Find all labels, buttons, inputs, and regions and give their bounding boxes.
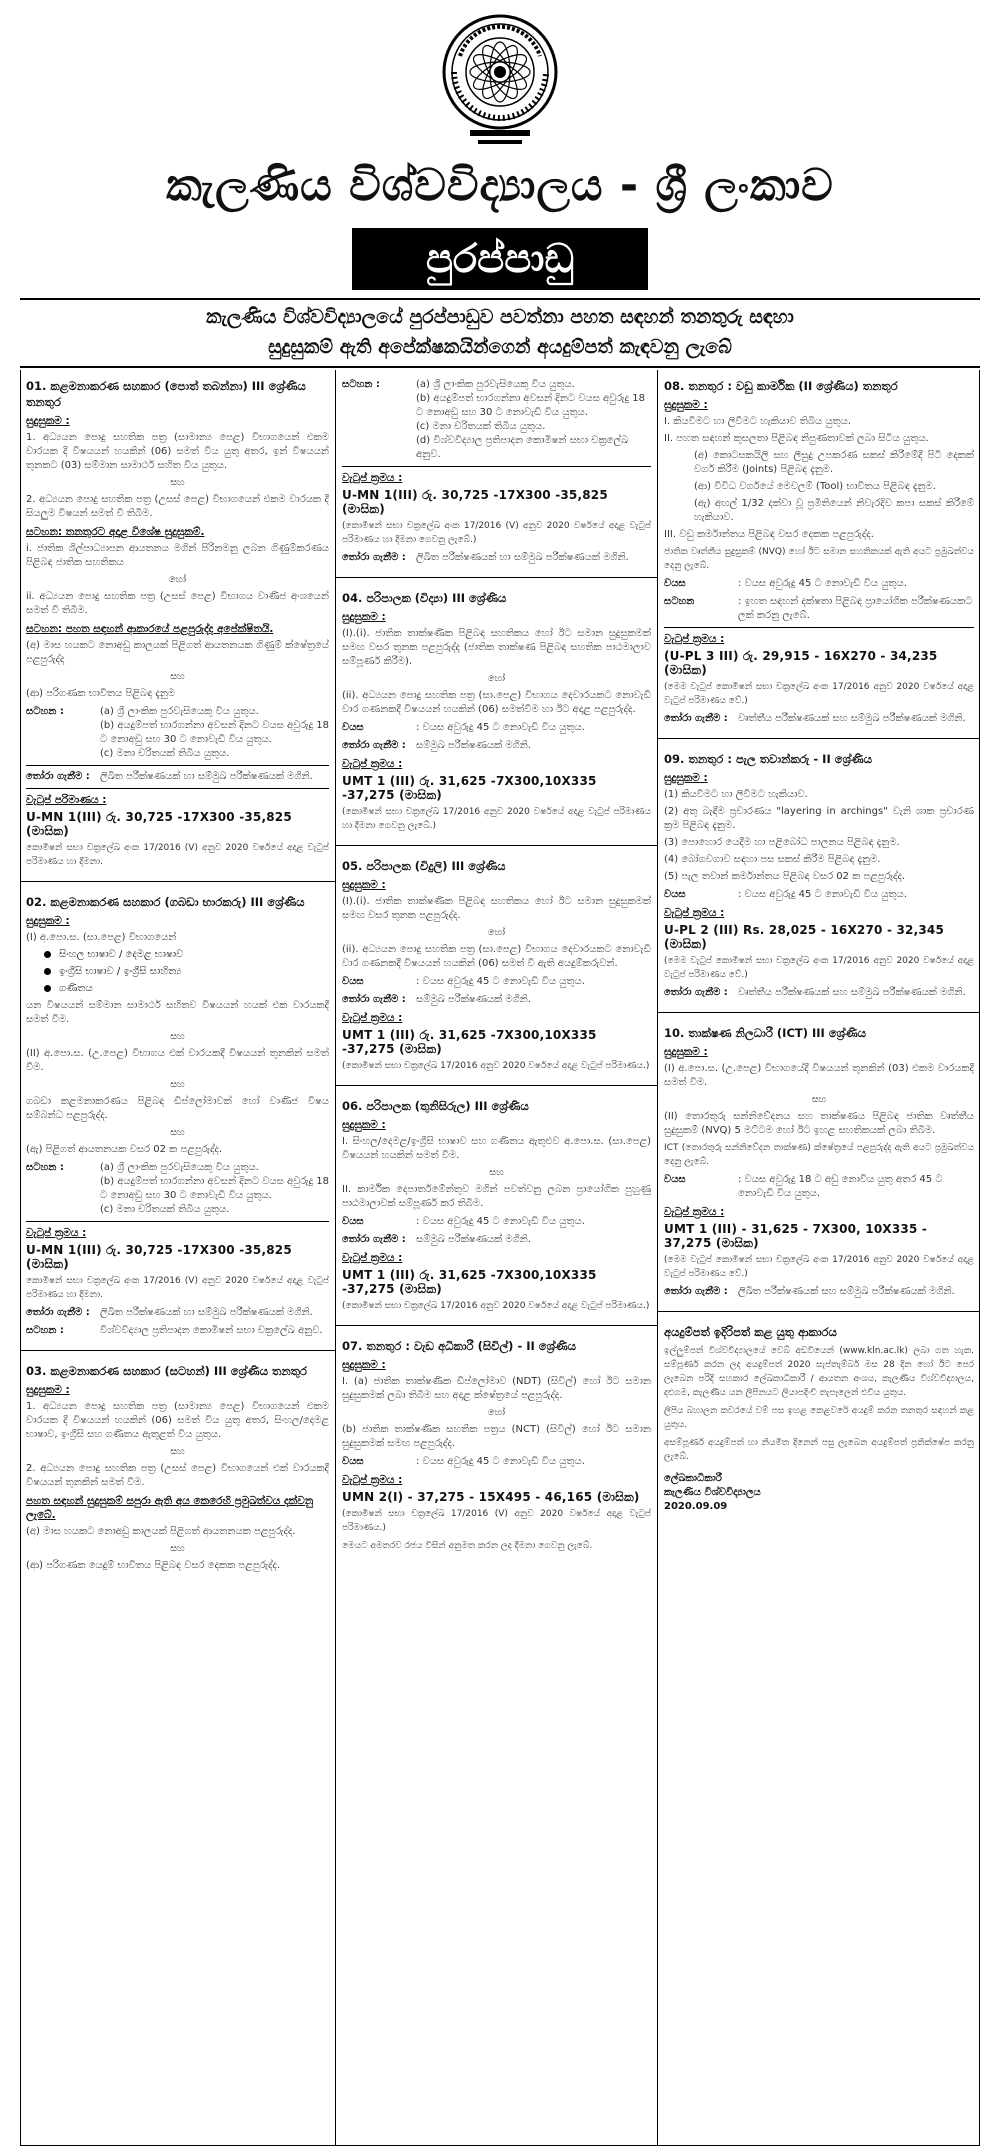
qualifications-label: සුදුසුකම : [26,415,70,427]
and-text: සහ [170,477,185,488]
age-row: වයස : වයස අවුරුදු 45 ට නොවැඩි විය යුතුය. [664,889,907,900]
age-row: වයස : වයස අවුරුදු 45 ට නොවැඩි විය යුතුය. [342,1216,585,1227]
note-label: සටහන: පහත සඳහන් ආකාරයේ පළපුරුද්ද අපේක්ෂිතයි. [26,623,274,635]
list-item: (4) බෝගවගාව සඳහා පස සකස් කිරීම පිළිබඳ දැනුම. [664,854,881,865]
and-text: සහ [170,1079,185,1090]
section-title: අයදුම්පත් ඉදිරිපත් කළ යුතු ආකාරය [664,1325,837,1339]
qualifications-label: සුදුසුකම : [664,1046,708,1058]
selection-row: තෝරා ගැනීම : ලිඛිත පරීක්ෂණයක් හා සම්මුඛ පරීක්ෂණයක් මගිනි. [26,1307,313,1318]
age-row: වයස : වයස අවුරුදු 45 ට නොවැඩි විය යුතුය. [342,1456,585,1467]
divider [664,627,974,628]
section-title: 08. තනතුර : වඩු කාර්මික (II ශ්‍රේණිය) තනතුර [664,379,898,393]
list-item: (I) අ.පො.ස. (උ.පෙළ) විභාගයේදී විෂයයන් තුනකින් (03) එකම වාරයකදී සමත් වීම. [664,1063,974,1088]
notice-box [20,302,980,368]
list-item: යන විෂයයන් සම්මාන සාමාර්ථ සහිතව විෂයයන් හයක් එක වාරයකදී සමත් වීම. [26,1000,329,1025]
list-item: 1. අධ්‍යයන පොදු සහතික පත්‍ර (සාමාන්‍ය පෙළ) විභාගයෙන් එකම වාරයක දී විෂයයන් හයකින් (06) සමත් විය යුතු අතර, ඉන් විෂයයන් තුනකට (03) සම්මාන සාමාර්ථ සහිත විය යුතුය. [26,432,329,471]
selection-row: තෝරා ගැනීම : ලිඛිත පරීක්ෂණයක් හා සම්මුඛ පරීක්ෂණයක් මගිනි. [342,552,629,563]
list-item: i. ජාතික ශිල්පාධ්‍යාපන ආයතනය මගින් පිරිනමනු ලබන ගිණුම්කරණය පිළිබඳ ජාතික සහතිකය [26,543,329,568]
notes-row: සටහන : (a) ශ්‍රී ලාංකික පුරවැසියෙකු විය යුතුය. (b) අයදුම්පත් භාරගන්නා අවසන් දිනට වයස අවුරුදු 18 ට නොඅඩු සහ 30 ට නොවැඩි විය යුතුය. (c) මනා චරිතයක් තිබිය යුතුය. [26,1162,330,1215]
list-item: (ඇ) පිළිගත් ආයතනයක වසර 02 ක පළපුරුද්ද. [26,1144,223,1155]
section-title: 02. කළමනාකරණ සහකාර (ගබඩා භාරකරු) III ශ්‍රේණිය [26,895,305,909]
age-row: වයස : වයස අවුරුදු 45 ට නොවැඩි විය යුතුය. [664,578,907,589]
salary-label: වැටුප් ක්‍රමය : [342,1252,403,1264]
salary-scale: (U-PL 3 III) රු. 29,915 - 16X270 - 34,235 (මාසික) [664,649,938,677]
salary-note: (කොමිෂන් සභා චක්‍රලේඛ අංක 17/2016 (V) අනුව 2020 වර්ෂයේ අදාළ වැටුප් පරිමාණය හා දීමනා ගෙවනු ලැබේ.) [342,521,651,545]
or-text: හෝ [487,673,506,684]
section-title: 10. තාක්ෂණ නිලධාරී (ICT) III ශ්‍රේණිය [664,1026,867,1040]
selection-row: තෝරා ගැනීම : වෘත්තීය පරීක්ෂණයක් සහ සම්මුඛ පරීක්ෂණයක් මගිනි. [664,713,966,724]
list-item: ii. අධ්‍යයන පොදු සහතික පත්‍ර (උසස් පෙළ) විභාගය වාණිජ අංශයෙන් සමත් වී තිබීම. [26,591,329,616]
qualifications-label: සුදුසුකම : [26,1384,70,1396]
column-2 [335,370,657,2146]
list-item: (ආ) පරිගණක යෙදුම් භාවිතය පිළිබඳ වසර දෙකක පළපුරුද්ද. [26,1560,281,1571]
list-item: II. කාර්මික දෙපාර්තමේන්තුව මගින් පවත්වනු ලබන ප්‍රායෝගික පුහුණු පාඨමාලාවක් සම්පූර්ණ කර තිබීම. [342,1184,651,1209]
list-item: (I).(i). ජාතික තාක්ෂණික පිළිබඳ සහතිකය හෝ ඊට සමාන සුදුසුකමක් සමඟ වසර තුනක පළපුරුද්ද. [342,896,651,921]
and-text: සහ [170,1031,185,1042]
selection-row: තෝරා ගැනීම : සම්මුඛ පරීක්ෂණයක් මගිනි. [342,994,531,1005]
list-item: (5) පැල තවාන් කර්මාන්තය පිළිබඳ වසර 02 ක පළපුරුද්ද. [664,871,906,882]
divider [658,1311,980,1312]
university-seal-logo [440,6,560,156]
selection-row: තෝරා ගැනීම : ලිඛිත පරීක්ෂණයක් හා සම්මුඛ පරීක්ෂණයක් මගිනි. [26,771,313,782]
list-item: I. කියවීමට හා ලිවීමට හැකියාව තිබිය යුතුය. [664,416,852,427]
signature-date: 2020.09.09 [664,1501,728,1512]
list-item: 2. අධ්‍යයන පොදු සහතික පත්‍ර (උසස් පෙළ) විභාගයෙන් එක් වාරයකදී විෂයයන් තුනකින් සමත් වීම. [26,1463,329,1488]
preference-note: ICT (තොරතුරු සන්නිවේදන තාක්ෂණ) ක්ෂේත්‍රයේ පළපුරුද්ද ඇති අයට ප්‍රමුඛත්වය දෙනු ලැබේ. [664,1143,974,1167]
section-10 [658,1017,980,1307]
salary-note: (කොමිෂන් සභා චක්‍රලේඛ 17/2016 (V) අනුව 2020 වර්ෂයේ අදාළ වැටුප් පරිමාණය.) [342,1509,651,1533]
qualifications-label: සුදුසුකම : [26,915,70,927]
selection-row: තෝරා ගැනීම : සම්මුඛ පරීක්ෂණයක් මගිනි. [342,1234,531,1245]
notice-line-2: සුදුසුකම් ඇති අපේක්ෂකයින්ගෙන් අයදුම්පත් කැඳවනු ලැබේ [268,336,732,358]
section-03 [20,1355,335,1580]
qualifications-label: සුදුසුකම : [664,772,708,784]
qualifications-label: සුදුසුකම : [342,1359,386,1371]
salary-label: වැටුප් ක්‍රමය : [342,1474,403,1486]
salary-note: (කොමිෂන් සභා චක්‍රලේඛ 17/2016 අනුව 2020 වර්ෂයේ අදාළ වැටුප් පරිමාණය.) [342,1061,650,1071]
list-item: I. (a) ජාතික තාක්ෂණික ඩිප්ලෝමාව (NDT) (සිවිල්) හෝ ඊට සමාන සුදුසුකමක් ලබා තිබීම සහ අදාළ ක්ෂේත්‍රයේ පළපුරුද්ද. [342,1376,651,1401]
or-text: හෝ [487,927,506,938]
signatory-org: කැලණිය විශ්වවිද්‍යාලය [664,1487,761,1498]
and-text: සහ [170,1446,185,1457]
notes-row: සටහන : (a) ශ්‍රී ලාංකික පුරවැසියෙකු විය යුතුය. (b) අයදුම්පත් භාරගන්නා අවසන් දිනට වයස අවුරුදු 18 ට නොඅඩු සහ 30 ට නොවැඩි විය යුතුය. (c) මනා චරිතයක් තිබිය යුතුය. [26,706,330,759]
selection-row: තෝරා ගැනීම : වෘත්තීය පරීක්ෂණයක් සහ සම්මුඛ පරීක්ෂණයක් මගිනි. [664,987,966,998]
notes-row: සටහන : ඉහත සඳහන් දක්ෂතා පිළිබඳ ප්‍රායෝගික පරීක්ෂණයකට ලක් කරනු ලැබේ. [664,596,973,621]
list-item: I. සිංහල/දෙමළ/ඉංග්‍රීසි භාෂාව සහ ගණිතය ඇතුළුව අ.පො.ස. (සා.පෙළ) විෂයයන් හයකින් සමත් වීම. [342,1136,651,1161]
salary-scale: UMT 1 (III) රු. 31,625 -7X300,10X335 -37,275 (මාසික) [342,1268,597,1296]
note-label: පහත සඳහන් සුදුසුකම් සපුරා ඇති අය කෙරෙහි ප්‍රමුඛත්වය දක්වනු ලැබේ. [26,1495,314,1521]
salary-note: (කොමිෂන් සභා චක්‍රලේඛ 17/2016 අනුව 2020 වර්ෂයේ අදාළ වැටුප් පරිමාණය.) [342,1301,650,1311]
section-title: 05. පරිපාලක (විදුලි) III ශ්‍රේණිය [342,859,506,873]
divider [20,1350,335,1351]
list-item: III. වඩු කර්මාන්තය පිළිබඳ වසර දෙකක පළපුරුද්ද. [664,529,874,540]
qualifications-label: සුදුසුකම : [342,879,386,891]
salary-note: මෙයට අමතරව රජය විසින් අනුමත කරන ලද දීමනා ගෙවනු ලැබේ. [342,1541,593,1551]
list-item: (I).(i). ජාතික තාක්ෂණික පිළිබඳ සහතිකය හෝ ඊට සමාන සුදුසුකමක් සමඟ වසර තුනක පළපුරුද්ද (ජාතික තාක්ෂණ පිළිබඳ සහතික පාඨමාලාව සම්පූර්ණ කිරීම). [342,628,651,667]
salary-scale: U-MN 1(III) රු. 30,725 -17X300 -35,825 (මාසික) [342,488,608,516]
list-item: (II) අ.පො.ස. (උ.පෙළ) විභාගය එක් වාරයකදී විෂයයන් තුනකින් සමත් වීම. [26,1048,329,1073]
salary-label: වැටුප් ක්‍රමය : [342,758,403,770]
column-3 [657,370,980,2146]
section-title: 04. පරිපාලක (විද්‍යා) III ශ්‍රේණිය [342,591,507,605]
bullet-item: ඉංග්‍රීසි භාෂාව / ඉංග්‍රීසි සාහිත්‍ය [44,965,329,979]
salary-label: වැටුප් ක්‍රමය : [664,1206,725,1218]
or-text: හෝ [168,574,187,585]
salary-scale: UMT 1 (III) රු. 31,625 -7X300,10X335 -37,275 (මාසික) [342,1028,597,1056]
section-title: 09. තනතුර : පැල තවාන්කරු - II ශ්‍රේණිය [664,752,872,766]
notes-row: සටහන : (a) ශ්‍රී ලාංකික පුරවැසියෙකු විය යුතුය. (b) අයදුම්පත් භාරගන්නා අවසන් දිනට වයස අවුරුදු 18 ට නොඅඩු සහ 30 ට නොවැඩි විය යුතුය. (c) මනා චරිතයක් තිබිය යුතුය. (d) විශ්වවිද්‍යාල ප්‍රතිපාදන කොමිෂන් සභා චක්‍රලේඛ අනුව. [342,379,646,460]
section-02 [20,886,335,1346]
divider [26,765,329,766]
salary-note: (මෙම වැටුප් කොමිෂන් සභා චක්‍රලේඛ අංක 17/2016 අනුව 2020 වර්ෂයේ අදාළ වැටුප් පරිමාණය වේ.) [664,1255,974,1279]
section-05 [336,850,657,1081]
and-text: සහ [489,1167,504,1178]
salary-scale: U-MN 1(III) රු. 30,725 -17X300 -35,825 (මාසික) [26,810,292,838]
section-03-continued [336,370,657,573]
list-item: (අ) මාස හයකට නොඅඩු කාලයක් පිළිගත් ආයතනයක ගිණුම් ක්ෂේත්‍රයේ පළපුරුද්ද [26,640,329,665]
section-title: 01. කළමනාකරණ සහකාර (පොත් තබන්නා) III ශ්‍රේණිය තනතුර [26,379,306,409]
list-item: (1) කියවීමට හා ලිවීමට හැකියාව. [664,789,808,800]
selection-row: තෝරා ගැනීම : ලිඛිත පරීක්ෂණයක් සහ සම්මුඛ පරීක්ෂණයක් මගිනි. [664,1286,955,1297]
instruction-text: ලිපිය බහාලන කවරයේ වම් පස ඉහළ කෙළවරේ අයදුම් කරන තනතුර සඳහන් කළ යුතුය. [664,1406,974,1430]
section-09 [658,743,980,1008]
section-07 [336,1330,657,1561]
selection-row: තෝරා ගැනීම : සම්මුඛ පරීක්ෂණයක් මගිනි. [342,740,531,751]
list-item: 1. අධ්‍යයන පොදු සහතික පත්‍ර (සාමාන්‍ය පෙළ) විභාගයෙන් එකම වාරයක දී විෂයයන් හයකින් (06) සමත් විය යුතු අතර, සිංහල/දෙමළ භාෂාව, ඉංග්‍රීසි සහ ගණිතය ඇතුළත් විය යුතුය. [26,1401,329,1440]
note-label: සටහන: තනතුරට අදාළ විශේෂ සුදුසුකම්. [26,526,205,538]
qualifications-label: සුදුසුකම : [664,399,708,411]
or-text: හෝ [487,1407,506,1418]
divider [336,1325,657,1326]
salary-note: කොමිෂන් සභා චක්‍රලේඛ අංක 17/2016 (V) අනුව 2020 වර්ෂයේ අදාළ වැටුප් පරිමාණය හා දීමනා. [26,843,329,867]
divider [26,788,329,789]
salary-label: වැටුප් ක්‍රමය : [664,907,725,919]
list-item: (අ) කොටසකයිලි සහ ලීසුදු උපකරණ සකස් කිරීමේදී පිටි දෙකක් වර්ග කිරීම (Joints) පිළිබඳ දැනුම. [694,450,974,475]
age-row: වයස : වයස අවුරුදු 45 ට නොවැඩි විය යුතුය. [342,722,585,733]
salary-note: (කොමිෂන් සභා චක්‍රලේඛ 17/2016 අනුව 2020 වර්ෂයේ අදාළ වැටුප් පරිමාණය හා දීමනා ගෙවනු ලැබේ.) [342,807,651,831]
signature-block [664,1472,974,1514]
and-text: සහ [170,671,185,682]
list-item: (ආ) පරිගණක භාවිතය පිළිබඳ දැනුම [26,688,176,699]
signatory-title: ලේඛකාධිකාරී [664,1473,722,1484]
salary-scale: U-PL 2 (III) Rs. 28,025 - 16X270 - 32,345 (මාසික) [664,923,945,951]
salary-label: වැටුප් පරිමාණය : [26,794,107,806]
age-row: වයස : වයස අවුරුදු 45 ට නොවැඩි විය යුතුය. [342,976,585,987]
divider [658,738,980,739]
vacancies-banner: පුරප්පාඩු [352,228,648,290]
list-item: (ආ) විවිධ වර්ගයේ මෙවලම් (Tool) භාවිතය පිළිබඳ දැනුම. [694,481,936,492]
salary-label: වැටුප් ක්‍රමය : [26,1227,87,1239]
and-text: සහ [170,1127,185,1138]
list-item: (ඇ) අඟල් 1/32 දක්වා වූ ප්‍රමිතියෙන් නිවැරදිව කපා සකස් කිරීමේ හැකියාව. [694,498,974,523]
salary-scale: UMT 1 (III) රු. 31,625 -7X300,10X335 -37,275 (මාසික) [342,774,597,802]
divider [20,298,980,300]
and-text: සහ [811,1094,827,1105]
qualifications-label: සුදුසුකම : [342,611,386,623]
salary-note: (මෙම වැටුප් කොමිෂන් සභා චක්‍රලේඛ අංක 17/2016 අනුව 2020 වර්ෂයේ අදාළ වැටුප් පරිමාණය වේ.) [664,682,974,706]
divider [336,577,657,578]
notes-row: සටහන : විශ්වවිද්‍යාල ප්‍රතිපාදන කොමිෂන් සභා චක්‍රලේඛ අනුව. [26,1325,323,1336]
list-item: (2) අතු බැඳීම ප්‍රචාරණය "layering in archings" වැනි ශාක ප්‍රචාරණ ක්‍රම පිළිබඳ දැනුම. [664,806,974,831]
divider [26,1221,329,1222]
list-item: (b) ජාතික තාක්ෂණික සහතික පත්‍රය (NCT) (සිවිල්) හෝ ඊට සමාන සුදුසුකමක් සමඟ පළපුරුද්ද. [342,1424,651,1449]
age-row: වයස : වයස අවුරුදු 18 ට අඩු නොවිය යුතු අතර 45 ට නොවැඩි විය යුතුය. [664,1174,943,1199]
list-item: II. පහත සඳහන් කුසලතා පිළිබඳ නිපුණතාවක් ලබා සිටිය යුතුය. [664,433,929,444]
column-1 [20,370,335,2146]
divider [342,466,651,467]
salary-note: (මෙම වැටුප් කොමිෂන් සභා චක්‍රලේඛ අංක 17/2016 අනුව 2020 වර්ෂයේ අදාළ වැටුප් පරිමාණය වේ.) [664,956,974,980]
list-item: 2. අධ්‍යයන පොදු සහතික පත්‍ර (උසස් පෙළ) විභාගයෙන් එකම වාරයක දී සියලුම විෂයන් සමත් වී තිබීම. [26,494,329,519]
list-item: (I) අ.පො.ස. (සා.පෙළ) විභාගයෙන් [26,932,177,943]
section-06 [336,1090,657,1321]
divider [336,1085,657,1086]
salary-scale: U-MN 1(III) රු. 30,725 -17X300 -35,825 (මාසික) [26,1243,292,1271]
list-item: (ii). අධ්‍යයන පොදු සහතික පත්‍ර (සා.පෙළ) විභාගය දෙවාරයකට නොවැඩි වාර ගණනකදී විෂයයන් හයකින් (06) සමත් වී ඇති අයදුම්කරුවන්. [342,944,651,969]
section-title: 07. තනතුර : වැඩ අධිකාරී (සිවිල්) - II ශ්‍රේණිය [342,1339,577,1353]
section-title: 06. පරිපාලක (තුනිසිරුල) III ශ්‍රේණිය [342,1099,529,1113]
preference-note: ජාතික වෘත්තීය සුදුසුකම් (NVQ) හෝ ඊට සමාන සහතිකයක් ඇති අයට ප්‍රමුඛත්වය දෙනු ලැබේ. [664,547,974,571]
salary-note: කොමිෂන් සභා චක්‍රලේඛ අංක 17/2016 (V) අනුව 2020 වර්ෂයේ අදාළ වැටුප් පරිමාණය හා දීමනා. [26,1276,329,1300]
university-name: කැලණිය විශ්වවිද්‍යාලය - ශ්‍රී ලංකාව [166,160,834,211]
section-08 [658,370,980,734]
divider [20,881,335,882]
list-item: (ii). අධ්‍යයන පොදු සහතික පත්‍ර (සා.පෙළ) විභාගය දෙවාරයකට නොවැඩි වාර ගණනකදී විෂයයන් හයකින් (06) සමත්වීම හා ඊට අදාළ පළපුරුද්ද. [342,690,651,715]
list-item: (අ) මාස හයකට නොඅඩු කාලයක් පිළිගත් ආයතනයක පළපුරුද්ද. [26,1526,296,1537]
salary-label: වැටුප් ක්‍රමය : [342,1012,403,1024]
notice-line-1: කැලණිය විශ්වවිද්‍යාලයේ පුරප්පාඩුව පවත්නා පහත සඳහන් තනතුරු සඳහා [206,306,794,328]
bullet-item: සිංහල භාෂාව / දෙමළ භාෂාව [44,948,329,962]
section-04 [336,582,657,841]
salary-scale: UMT 1 (III) - 31,625 - 7X300, 10X335 - 37,275 (මාසික) [664,1222,928,1250]
salary-scale: UMN 2(I) - 37,275 - 15X495 - 46,165 (මාසික) [342,1490,640,1504]
instruction-text: අසම්පූර්ණ අයදුම්පත් හා නියමිත දිනෙන් පසු ලැබෙන අයදුම්පත් ප්‍රතික්ෂේප කරනු ලැබේ. [664,1438,974,1462]
salary-label: වැටුප් ක්‍රමය : [664,633,725,645]
section-title: 03. කළමනාකරණ සහකාර (සටහන්) III ශ්‍රේණිය තනතුර [26,1364,307,1378]
list-item: ගබඩා කළමනාකරණය පිළිබඳ ඩිප්ලෝමාවක් හෝ වාණිජ විෂය සම්බන්ධ පළපුරුද්ද. [26,1096,329,1121]
list-item: (II) තොරතුරු සන්නිවේදනය සහ තාක්ෂණය පිළිබඳ ජාතික වෘත්තීය සුදුසුකම් (NVQ) 5 මට්ටම හෝ ඊට ඉහළ සහතිකයක් ලබා තිබීම. [664,1111,974,1136]
instruction-text: ඉල්ලුම්පත් විශ්වවිද්‍යාලයේ වෙබ් අඩවියෙන් (www.kln.ac.lk) ලබා ගත හැක. සම්පූර්ණ කරන ලද අයදුම්පත් 2020 සැප්තැම්බර් මස 28 දින හෝ ඊට පෙර ලැබෙන පරිදි සහකාර ලේඛකාධිකාරී / ආයතන අංශය, කැලණිය විශ්වවිද්‍යාලය, දළුගම, කැලණිය යන ලිපිනයට ලියාපදිංචි තැපෑලෙන් එවිය යුතුය. [664,1346,974,1398]
divider [658,1012,980,1013]
bullet-item: ගණිතය [44,982,329,996]
application-instructions [658,1316,980,1518]
qualifications-label: සුදුසුකම : [342,1119,386,1131]
section-01 [20,370,335,877]
divider [336,845,657,846]
and-text: සහ [170,1543,185,1554]
list-item: (3) පොහොර යෙදීම හා පළිබෝධ පාලනය පිළිබඳ දැනුම. [664,837,900,848]
salary-label: වැටුප් ක්‍රමය : [342,472,403,484]
